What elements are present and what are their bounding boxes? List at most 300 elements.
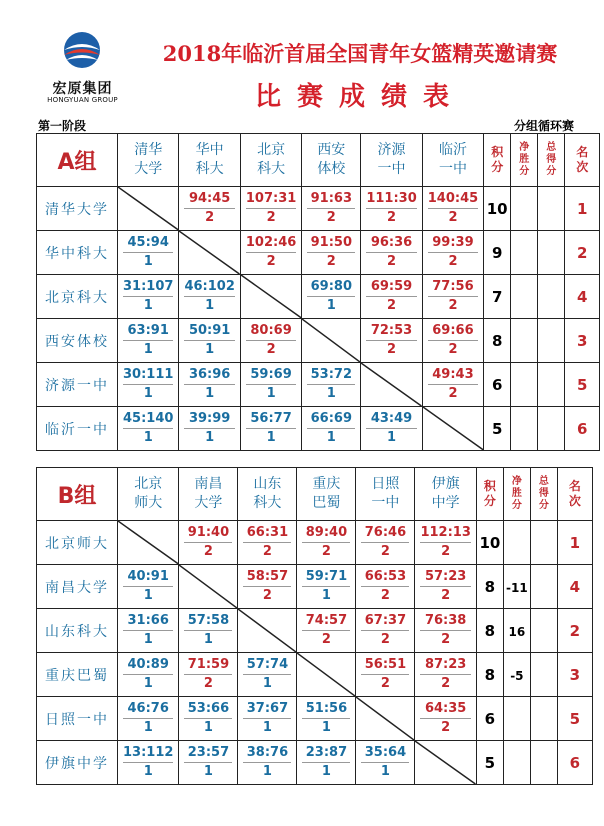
total-cell [530,565,557,609]
match-score: 69:80 [307,278,355,297]
match-result [356,568,414,605]
points-cell [484,187,511,231]
match-result [118,322,178,359]
match-score: 31:107 [123,278,173,297]
column-team [297,468,356,521]
table-row [37,319,600,363]
match-points: 1 [321,720,331,735]
total-cell [530,521,557,565]
column-team-text: 济源一中 [377,142,406,177]
rank-cell [557,741,592,785]
match-result [241,410,301,447]
match-cell [422,187,483,231]
mode-label: 分组循环赛 [513,119,574,133]
total-cell [530,609,557,653]
match-cell [415,697,476,741]
rank-cell [557,521,592,565]
total-cell [538,319,565,363]
rank-value: 4 [569,578,581,596]
group-name-text: B组 [57,483,97,509]
match-cell [422,231,483,275]
match-result [415,656,475,693]
match-score: 35:64 [361,744,409,763]
table-row [37,187,600,231]
rank-value: 1 [569,534,581,552]
match-score: 91:50 [307,234,355,253]
match-points: 1 [205,430,215,445]
column-team-text: 北京科大 [257,142,286,177]
match-points: 2 [380,544,390,559]
match-score: 66:53 [361,568,409,587]
rank-cell [557,697,592,741]
match-cell [297,741,356,785]
match-cell [415,565,476,609]
total-cell [538,231,565,275]
match-points: 2 [266,342,276,357]
match-score: 45:140 [123,410,173,429]
match-result [415,524,475,561]
match-result [302,278,360,315]
match-cell [179,319,240,363]
match-result [423,278,483,315]
table-row [37,231,600,275]
row-team-text: 济源一中 [45,377,109,394]
match-points: 1 [266,386,276,401]
match-cell [179,741,238,785]
match-points: 2 [441,632,451,647]
match-score: 69:66 [428,322,478,341]
match-score: 94:45 [184,190,234,209]
points-value: 6 [491,376,503,394]
column-team [302,134,361,187]
net-cell [511,363,538,407]
self-cell [356,697,415,741]
match-points: 2 [441,676,451,691]
rank-cell [565,319,600,363]
match-points: 2 [326,254,336,269]
column-team-text: 重庆巴蜀 [312,476,341,511]
match-score: 51:56 [302,700,350,719]
match-points: 2 [448,342,458,357]
match-score: 56:77 [246,410,296,429]
match-result [423,366,483,403]
match-cell [361,319,422,363]
header-row [37,468,593,521]
points-cell [476,741,503,785]
match-result [241,234,301,271]
match-score: 13:112 [123,744,173,763]
match-points: 2 [387,254,397,269]
match-score: 46:102 [184,278,234,297]
row-team-text: 伊旗中学 [45,755,109,772]
row-team [37,319,118,363]
rank-value: 6 [576,420,588,438]
match-points: 2 [326,210,336,225]
match-cell [118,231,179,275]
column-team-text: 山东科大 [253,476,282,511]
group-name [37,134,118,187]
total-cell [538,275,565,319]
points-cell [476,565,503,609]
points-cell [476,521,503,565]
total-cell [530,653,557,697]
match-result [302,410,360,447]
row-team [37,697,118,741]
match-result [118,568,178,605]
column-team-text: 伊旗中学 [431,476,460,511]
row-team-text: 华中科大 [45,245,109,262]
row-team [37,521,118,565]
match-points: 2 [205,210,215,225]
net-header-text: 净胜分 [511,476,522,511]
match-cell [356,653,415,697]
match-result [238,700,296,737]
rank-value: 5 [576,376,588,394]
match-result [118,366,178,403]
rank-cell [557,565,592,609]
match-score: 112:13 [420,524,470,543]
match-score: 59:71 [302,568,350,587]
net-header [511,134,538,187]
match-points: 1 [387,430,397,445]
rank-cell [557,609,592,653]
row-team [37,187,118,231]
match-cell [118,741,179,785]
row-team-text: 南昌大学 [45,579,109,596]
match-result [241,322,301,359]
match-result [238,524,296,561]
net-cell [511,231,538,275]
diagonal-line [423,407,483,450]
column-team [118,134,179,187]
match-result [361,278,421,315]
match-points: 1 [326,298,336,313]
row-team [37,609,118,653]
match-cell [415,521,476,565]
match-points: 1 [266,430,276,445]
column-team [356,468,415,521]
self-cell [361,363,422,407]
column-team [179,468,238,521]
diagonal-line [179,565,237,608]
points-value: 7 [491,288,503,306]
match-score: 57:74 [243,656,291,675]
match-result [361,234,421,271]
match-cell [297,521,356,565]
match-result [361,410,421,447]
total-cell [538,187,565,231]
points-header [476,468,503,521]
match-cell [356,609,415,653]
match-points: 1 [143,764,153,779]
match-points: 2 [203,544,213,559]
match-cell [179,521,238,565]
match-score: 72:53 [366,322,416,341]
column-team-text: 西安体校 [317,142,346,177]
diagonal-line [302,319,360,362]
match-result [415,700,475,737]
match-result [297,524,355,561]
match-score: 67:37 [361,612,409,631]
table-row [37,363,600,407]
diagonal-line [361,363,421,406]
match-cell [361,407,422,451]
self-cell [302,319,361,363]
match-points: 1 [143,720,153,735]
column-team-text: 华中科大 [195,142,224,177]
match-points: 2 [387,210,397,225]
group-b-table [36,467,593,785]
match-result [118,278,178,315]
points-cell [484,407,511,451]
match-points: 2 [448,210,458,225]
total-cell [530,697,557,741]
points-cell [484,231,511,275]
row-team [37,407,118,451]
rank-value: 4 [576,288,588,306]
match-score: 77:56 [428,278,478,297]
total-cell [530,741,557,785]
self-cell [179,231,240,275]
match-points: 2 [321,544,331,559]
match-score: 49:43 [428,366,478,385]
net-cell [503,521,530,565]
column-team [118,468,179,521]
match-cell [179,187,240,231]
rank-cell [565,363,600,407]
table-row [37,741,593,785]
match-points: 1 [326,386,336,401]
match-result [118,234,178,271]
match-result [179,744,237,781]
match-result [241,366,301,403]
match-score: 89:40 [302,524,350,543]
group-name [37,468,118,521]
net-cell [511,275,538,319]
self-cell [238,609,297,653]
points-cell [476,609,503,653]
match-result [118,410,178,447]
match-result [302,190,360,227]
match-result [356,612,414,649]
page-title: 2018年临沂首届全国青年女篮精英邀请赛 [162,41,558,66]
match-cell [179,653,238,697]
match-points: 1 [143,254,153,269]
column-team-text: 日照一中 [371,476,400,511]
net-header-text: 净胜分 [519,142,530,177]
match-result [238,568,296,605]
diagonal-line [118,521,178,564]
match-result [179,322,239,359]
column-team [422,134,483,187]
total-cell [538,407,565,451]
net-cell [503,653,530,697]
match-cell [361,275,422,319]
self-cell [240,275,301,319]
row-team-text: 临沂一中 [45,421,109,438]
match-result [356,656,414,693]
match-score: 46:76 [123,700,173,719]
self-cell [118,521,179,565]
match-cell [302,363,361,407]
match-score: 36:96 [184,366,234,385]
total-header [530,468,557,521]
rank-header [565,134,600,187]
match-result [297,568,355,605]
match-score: 59:69 [246,366,296,385]
match-cell [179,275,240,319]
match-cell [238,653,297,697]
match-points: 1 [143,588,153,603]
match-cell [238,741,297,785]
total-header-text: 总得分 [538,476,549,511]
column-team-text: 临沂一中 [438,142,467,177]
row-team [37,363,118,407]
match-cell [302,187,361,231]
rank-cell [557,653,592,697]
match-score: 38:76 [243,744,291,763]
net-cell [503,565,530,609]
match-result [179,410,239,447]
match-result [297,700,355,737]
match-points: 2 [441,588,451,603]
row-team-text: 西安体校 [45,333,109,350]
points-value: 8 [484,622,496,640]
net-header [503,468,530,521]
match-points: 1 [203,720,213,735]
points-value: 8 [491,332,503,350]
match-cell [240,319,301,363]
points-cell [484,363,511,407]
self-cell [118,187,179,231]
rank-cell [565,407,600,451]
match-cell [302,231,361,275]
match-cell [118,275,179,319]
row-team [37,231,118,275]
match-cell [118,697,179,741]
table-row [37,653,593,697]
net-value: -11 [506,581,528,595]
points-value: 8 [484,666,496,684]
match-score: 80:69 [246,322,296,341]
match-score: 66:31 [243,524,291,543]
rank-value: 6 [569,754,581,772]
match-score: 107:31 [246,190,296,209]
match-points: 2 [387,298,397,313]
row-team-text: 北京师大 [45,535,109,552]
rank-value: 2 [576,244,588,262]
points-header [484,134,511,187]
net-cell [511,407,538,451]
match-cell [297,697,356,741]
points-value: 8 [484,578,496,596]
match-points: 1 [203,632,213,647]
match-result [118,656,178,693]
match-score: 40:91 [123,568,173,587]
match-points: 1 [143,342,153,357]
match-score: 57:23 [420,568,470,587]
match-points: 1 [143,632,153,647]
match-cell [179,697,238,741]
match-score: 66:69 [307,410,355,429]
match-score: 45:94 [123,234,173,253]
match-score: 58:57 [243,568,291,587]
points-value: 9 [491,244,503,262]
match-cell [356,521,415,565]
match-cell [422,319,483,363]
group-a-table [36,133,600,451]
column-team-text: 北京师大 [134,476,163,511]
match-score: 39:99 [184,410,234,429]
match-points: 1 [205,298,215,313]
match-cell [118,653,179,697]
match-score: 56:51 [361,656,409,675]
match-score: 53:66 [184,700,232,719]
row-team-text: 清华大学 [45,201,109,218]
match-result [356,744,414,781]
match-result [297,744,355,781]
match-points: 2 [387,342,397,357]
match-result [118,700,178,737]
net-value: -5 [510,669,524,683]
column-team [179,134,240,187]
match-result [302,366,360,403]
diagonal-line [179,231,239,274]
match-points: 1 [143,430,153,445]
diagonal-line [356,697,414,740]
table-row [37,565,593,609]
match-score: 140:45 [428,190,478,209]
match-score: 43:49 [366,410,416,429]
match-cell [179,407,240,451]
table-row [37,275,600,319]
match-score: 23:87 [302,744,350,763]
match-result [118,612,178,649]
match-cell [179,609,238,653]
net-cell [503,741,530,785]
table-row [37,609,593,653]
rank-cell [565,231,600,275]
match-result [179,656,237,693]
match-score: 76:38 [420,612,470,631]
match-result [118,744,178,781]
column-team [238,468,297,521]
match-points: 2 [203,676,213,691]
match-score: 64:35 [420,700,470,719]
match-cell [297,565,356,609]
match-points: 2 [262,544,272,559]
match-points: 2 [266,254,276,269]
match-points: 2 [262,588,272,603]
table-row [37,521,593,565]
stage-label: 第一阶段 [38,119,87,133]
match-cell [422,363,483,407]
rank-header-text: 名次 [568,479,581,508]
match-points: 1 [326,430,336,445]
match-cell [361,231,422,275]
match-cell [240,231,301,275]
match-cell [240,187,301,231]
group-name-text: A组 [57,149,97,175]
match-result [179,700,237,737]
match-result [179,190,239,227]
match-points: 1 [321,588,331,603]
match-cell [118,319,179,363]
match-cell [179,363,240,407]
total-cell [538,363,565,407]
self-cell [179,565,238,609]
match-points: 2 [266,210,276,225]
